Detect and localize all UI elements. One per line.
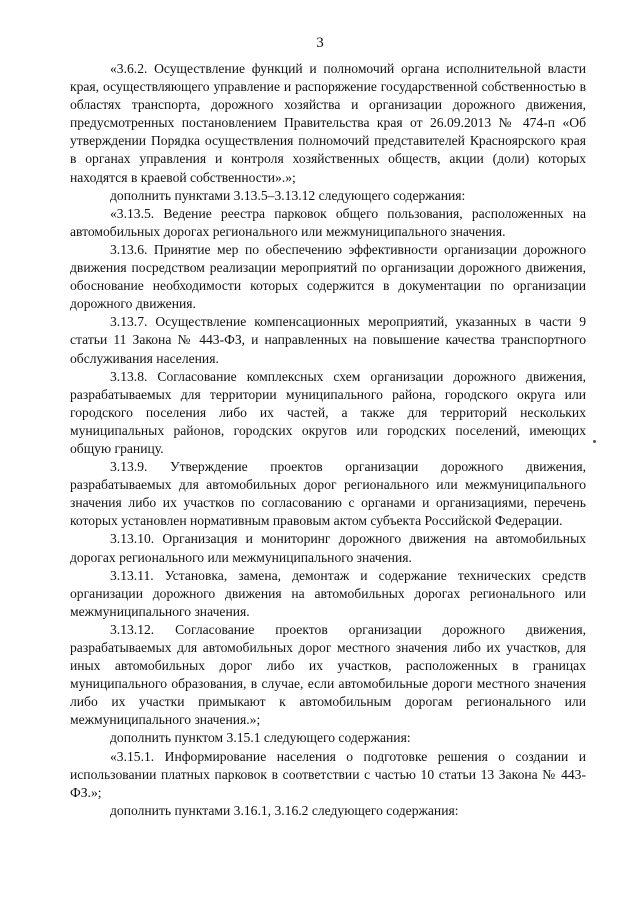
paragraph-3-13-5: «3.13.5. Ведение реестра парковок общего пользования, расположенных на автомобильных дорогах регионального или межмуниципального значения. [70,205,586,239]
paragraph-amend-3-16: дополнить пунктами 3.16.1, 3.16.2 следующего содержания: [110,802,459,818]
paragraph-3-13-9: 3.13.9. Утверждение проектов организации дорожного движения, разрабатываемых для автомобильных дорог регионального или межмуниципального значения либо их участков по согласованию с органами и организациями, перечень которых установлен нормативным правовым актом субъекта Российской Федерации. [70,459,586,529]
paragraph-3-13-7: 3.13.7. Осуществление компенсационных мероприятий, указанных в части 9 статьи 11 Закона № 443-ФЗ, и направленных на повышение качества транспортного обслуживания населения. [70,314,586,366]
paragraph-3-13-8: 3.13.8. Согласование комплексных схем организации дорожного движения, разрабатываемых для территории муниципального района, городского округа или городского поселения либо их частей, а также для территорий нескольких муниципальных районов, городских округов или городских поселений, имеющих общую границу. [70,368,586,456]
paragraph-3-15-1: «3.15.1. Информирование населения о подготовке решения о создании и использовании платных парковок в соответствии с частью 10 статьи 13 Закона № 443-ФЗ.»; [70,748,586,800]
paragraph-3-13-6: 3.13.6. Принятие мер по обеспечению эффективности организации дорожного движения посредством реализации мероприятий по организации дорожного движения, обоснование необходимости которых содержится в документации по организации дорожного движения. [70,241,586,312]
page-number: 3 [316,35,324,51]
paragraph-amend-3-13: дополнить пунктами 3.13.5–3.13.12 следующего содержания: [110,187,466,203]
paragraph-amend-3-15-1: дополнить пунктом 3.15.1 следующего содержания: [110,730,411,746]
paragraph-3-13-10: 3.13.10. Организация и мониторинг дорожного движения на автомобильных дорогах регионального или межмуниципального значения. [70,531,586,565]
scan-artifact-dot [593,440,596,443]
paragraph-3-6-2: «3.6.2. Осуществление функций и полномочий органа исполнительной власти края, осуществляющего управление и распоряжение государственной собственностью в областях транспорта, дорожного хозяйства и организации дорожного движения, предусмотренных постановлением Правительства края от 26.09.2013 № 474-п «Об утверждении Порядка осуществления полномочий представителей Красноярского края в органах управления и контроля хозяйственных обществ, акции (доли) которых находятся в краевой собственности».»; [70,61,586,185]
document-body [70,60,586,820]
paragraph-3-13-12: 3.13.12. Согласование проектов организации дорожного движения, разрабатываемых для автомобильных дорог местного значения либо их участков, для иных автомобильных дорог либо их участков, расположенных в границах муниципального образования, в случае, если автомобильные дороги местного значения либо их участки примыкают к автомобильным дорогам регионального или межмуниципального значения.»; [70,621,586,728]
paragraph-3-13-11: 3.13.11. Установка, замена, демонтаж и содержание технических средств организации дорожного движения на автомобильных дорогах регионального или межмуниципального значения. [70,567,586,619]
